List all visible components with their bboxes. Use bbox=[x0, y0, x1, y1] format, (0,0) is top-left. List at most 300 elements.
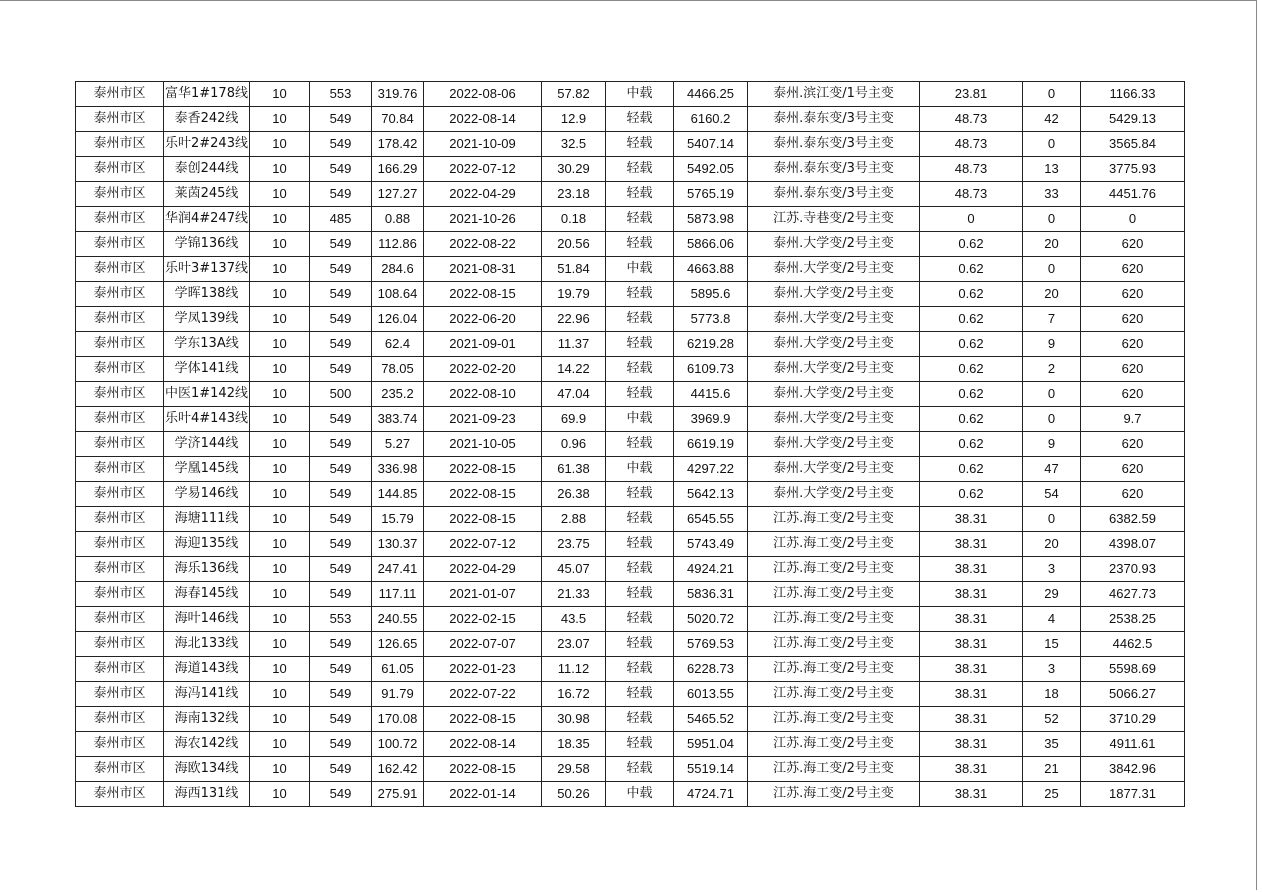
load-rate-cell: 20.56 bbox=[542, 232, 606, 257]
line-name-cell: 华润4#247线 bbox=[164, 207, 250, 232]
remaining-cell: 0 bbox=[1081, 207, 1185, 232]
substation-cell: 江苏.海工变/2号主变 bbox=[748, 757, 920, 782]
load-rate-cell: 61.38 bbox=[542, 457, 606, 482]
date-cell: 2022-08-15 bbox=[424, 707, 542, 732]
max-load-cell: 126.65 bbox=[372, 632, 424, 657]
voltage-cell: 10 bbox=[250, 432, 310, 457]
date-cell: 2022-08-14 bbox=[424, 107, 542, 132]
area-cell: 泰州市区 bbox=[76, 732, 164, 757]
remaining-cell: 620 bbox=[1081, 257, 1185, 282]
capacity-cell: 549 bbox=[310, 732, 372, 757]
date-cell: 2022-08-15 bbox=[424, 282, 542, 307]
capacity-cell: 549 bbox=[310, 757, 372, 782]
substation-rate-cell: 38.31 bbox=[920, 757, 1023, 782]
date-cell: 2022-08-14 bbox=[424, 732, 542, 757]
voltage-cell: 10 bbox=[250, 657, 310, 682]
area-cell: 泰州市区 bbox=[76, 507, 164, 532]
load-level-cell: 中载 bbox=[606, 407, 674, 432]
line-name-cell: 海西131线 bbox=[164, 782, 250, 807]
table-row bbox=[76, 657, 1185, 682]
capacity-cell: 549 bbox=[310, 332, 372, 357]
max-load-cell: 61.05 bbox=[372, 657, 424, 682]
max-load-cell: 130.37 bbox=[372, 532, 424, 557]
count-cell: 25 bbox=[1023, 782, 1081, 807]
remaining-cell: 9.7 bbox=[1081, 407, 1185, 432]
line-name-cell: 海欧134线 bbox=[164, 757, 250, 782]
load-level-cell: 轻载 bbox=[606, 607, 674, 632]
substation-rate-cell: 23.81 bbox=[920, 82, 1023, 107]
line-name-cell: 莱茵245线 bbox=[164, 182, 250, 207]
line-name-cell: 海乐136线 bbox=[164, 557, 250, 582]
max-load-cell: 117.11 bbox=[372, 582, 424, 607]
capacity-cell: 549 bbox=[310, 532, 372, 557]
load-level-cell: 轻载 bbox=[606, 482, 674, 507]
count-cell: 47 bbox=[1023, 457, 1081, 482]
voltage-cell: 10 bbox=[250, 257, 310, 282]
substation-rate-cell: 38.31 bbox=[920, 607, 1023, 632]
substation-rate-cell: 0.62 bbox=[920, 432, 1023, 457]
capacity-cell: 549 bbox=[310, 232, 372, 257]
substation-cell: 泰州.大学变/2号主变 bbox=[748, 457, 920, 482]
load-rate-cell: 57.82 bbox=[542, 82, 606, 107]
substation-rate-cell: 0.62 bbox=[920, 457, 1023, 482]
substation-rate-cell: 48.73 bbox=[920, 132, 1023, 157]
load-rate-cell: 47.04 bbox=[542, 382, 606, 407]
substation-cell: 江苏.海工变/2号主变 bbox=[748, 657, 920, 682]
load-rate-cell: 18.35 bbox=[542, 732, 606, 757]
load-rate-cell: 19.79 bbox=[542, 282, 606, 307]
substation-rate-cell: 38.31 bbox=[920, 657, 1023, 682]
substation-cell: 泰州.泰东变/3号主变 bbox=[748, 157, 920, 182]
count-cell: 0 bbox=[1023, 132, 1081, 157]
remaining-cell: 6382.59 bbox=[1081, 507, 1185, 532]
table-row bbox=[76, 432, 1185, 457]
substation-rate-cell: 48.73 bbox=[920, 157, 1023, 182]
date-cell: 2021-10-26 bbox=[424, 207, 542, 232]
capacity-cell: 549 bbox=[310, 132, 372, 157]
max-load-cell: 70.84 bbox=[372, 107, 424, 132]
count-cell: 3 bbox=[1023, 557, 1081, 582]
load-level-cell: 轻载 bbox=[606, 382, 674, 407]
substation-cell: 江苏.海工变/2号主变 bbox=[748, 707, 920, 732]
voltage-cell: 10 bbox=[250, 157, 310, 182]
voltage-cell: 10 bbox=[250, 307, 310, 332]
date-cell: 2022-08-15 bbox=[424, 482, 542, 507]
available-capacity-cell: 6228.73 bbox=[674, 657, 748, 682]
substation-cell: 泰州.大学变/2号主变 bbox=[748, 307, 920, 332]
load-level-cell: 轻载 bbox=[606, 432, 674, 457]
area-cell: 泰州市区 bbox=[76, 82, 164, 107]
voltage-cell: 10 bbox=[250, 632, 310, 657]
substation-rate-cell: 38.31 bbox=[920, 732, 1023, 757]
substation-cell: 泰州.大学变/2号主变 bbox=[748, 332, 920, 357]
substation-cell: 江苏.海工变/2号主变 bbox=[748, 507, 920, 532]
max-load-cell: 383.74 bbox=[372, 407, 424, 432]
substation-rate-cell: 48.73 bbox=[920, 107, 1023, 132]
capacity-cell: 549 bbox=[310, 632, 372, 657]
remaining-cell: 4451.76 bbox=[1081, 182, 1185, 207]
count-cell: 20 bbox=[1023, 532, 1081, 557]
area-cell: 泰州市区 bbox=[76, 457, 164, 482]
date-cell: 2022-06-20 bbox=[424, 307, 542, 332]
date-cell: 2021-09-01 bbox=[424, 332, 542, 357]
max-load-cell: 170.08 bbox=[372, 707, 424, 732]
date-cell: 2021-10-09 bbox=[424, 132, 542, 157]
date-cell: 2022-08-15 bbox=[424, 757, 542, 782]
load-level-cell: 轻载 bbox=[606, 682, 674, 707]
remaining-cell: 620 bbox=[1081, 432, 1185, 457]
count-cell: 33 bbox=[1023, 182, 1081, 207]
count-cell: 0 bbox=[1023, 382, 1081, 407]
voltage-cell: 10 bbox=[250, 132, 310, 157]
count-cell: 42 bbox=[1023, 107, 1081, 132]
capacity-cell: 549 bbox=[310, 182, 372, 207]
table-row bbox=[76, 532, 1185, 557]
table-row bbox=[76, 157, 1185, 182]
remaining-cell: 5429.13 bbox=[1081, 107, 1185, 132]
area-cell: 泰州市区 bbox=[76, 282, 164, 307]
voltage-cell: 10 bbox=[250, 782, 310, 807]
substation-rate-cell: 38.31 bbox=[920, 582, 1023, 607]
load-rate-cell: 45.07 bbox=[542, 557, 606, 582]
capacity-cell: 549 bbox=[310, 157, 372, 182]
capacity-cell: 549 bbox=[310, 257, 372, 282]
available-capacity-cell: 6219.28 bbox=[674, 332, 748, 357]
capacity-cell: 485 bbox=[310, 207, 372, 232]
load-level-cell: 中载 bbox=[606, 782, 674, 807]
date-cell: 2022-07-22 bbox=[424, 682, 542, 707]
count-cell: 9 bbox=[1023, 332, 1081, 357]
available-capacity-cell: 5743.49 bbox=[674, 532, 748, 557]
available-capacity-cell: 4724.71 bbox=[674, 782, 748, 807]
max-load-cell: 15.79 bbox=[372, 507, 424, 532]
table-row bbox=[76, 357, 1185, 382]
table-row bbox=[76, 407, 1185, 432]
available-capacity-cell: 4297.22 bbox=[674, 457, 748, 482]
table-row bbox=[76, 282, 1185, 307]
remaining-cell: 3565.84 bbox=[1081, 132, 1185, 157]
remaining-cell: 620 bbox=[1081, 482, 1185, 507]
remaining-cell: 2370.93 bbox=[1081, 557, 1185, 582]
load-rate-cell: 14.22 bbox=[542, 357, 606, 382]
substation-rate-cell: 0.62 bbox=[920, 407, 1023, 432]
remaining-cell: 4398.07 bbox=[1081, 532, 1185, 557]
load-level-cell: 轻载 bbox=[606, 157, 674, 182]
substation-cell: 泰州.泰东变/3号主变 bbox=[748, 182, 920, 207]
load-rate-cell: 51.84 bbox=[542, 257, 606, 282]
available-capacity-cell: 3969.9 bbox=[674, 407, 748, 432]
load-level-cell: 中载 bbox=[606, 257, 674, 282]
line-name-cell: 学锦136线 bbox=[164, 232, 250, 257]
area-cell: 泰州市区 bbox=[76, 232, 164, 257]
area-cell: 泰州市区 bbox=[76, 607, 164, 632]
load-rate-cell: 23.18 bbox=[542, 182, 606, 207]
table-row bbox=[76, 507, 1185, 532]
capacity-cell: 549 bbox=[310, 682, 372, 707]
count-cell: 9 bbox=[1023, 432, 1081, 457]
remaining-cell: 5066.27 bbox=[1081, 682, 1185, 707]
line-name-cell: 海道143线 bbox=[164, 657, 250, 682]
load-rate-cell: 50.26 bbox=[542, 782, 606, 807]
capacity-cell: 500 bbox=[310, 382, 372, 407]
table-row bbox=[76, 82, 1185, 107]
available-capacity-cell: 4415.6 bbox=[674, 382, 748, 407]
max-load-cell: 319.76 bbox=[372, 82, 424, 107]
substation-rate-cell: 0.62 bbox=[920, 482, 1023, 507]
capacity-cell: 549 bbox=[310, 507, 372, 532]
voltage-cell: 10 bbox=[250, 207, 310, 232]
load-rate-cell: 23.07 bbox=[542, 632, 606, 657]
count-cell: 0 bbox=[1023, 207, 1081, 232]
substation-rate-cell: 38.31 bbox=[920, 682, 1023, 707]
substation-cell: 泰州.滨江变/1号主变 bbox=[748, 82, 920, 107]
load-rate-cell: 0.96 bbox=[542, 432, 606, 457]
max-load-cell: 144.85 bbox=[372, 482, 424, 507]
area-cell: 泰州市区 bbox=[76, 157, 164, 182]
remaining-cell: 5598.69 bbox=[1081, 657, 1185, 682]
voltage-cell: 10 bbox=[250, 557, 310, 582]
line-name-cell: 乐叶3#137线 bbox=[164, 257, 250, 282]
substation-rate-cell: 38.31 bbox=[920, 557, 1023, 582]
area-cell: 泰州市区 bbox=[76, 407, 164, 432]
substation-rate-cell: 38.31 bbox=[920, 632, 1023, 657]
date-cell: 2022-07-12 bbox=[424, 157, 542, 182]
date-cell: 2022-08-15 bbox=[424, 507, 542, 532]
line-name-cell: 海叶146线 bbox=[164, 607, 250, 632]
load-level-cell: 轻载 bbox=[606, 132, 674, 157]
voltage-cell: 10 bbox=[250, 407, 310, 432]
voltage-cell: 10 bbox=[250, 82, 310, 107]
line-name-cell: 海农142线 bbox=[164, 732, 250, 757]
area-cell: 泰州市区 bbox=[76, 757, 164, 782]
load-level-cell: 轻载 bbox=[606, 107, 674, 132]
date-cell: 2021-09-23 bbox=[424, 407, 542, 432]
table-row bbox=[76, 257, 1185, 282]
table-row bbox=[76, 582, 1185, 607]
voltage-cell: 10 bbox=[250, 482, 310, 507]
available-capacity-cell: 5866.06 bbox=[674, 232, 748, 257]
capacity-cell: 553 bbox=[310, 607, 372, 632]
voltage-cell: 10 bbox=[250, 682, 310, 707]
voltage-cell: 10 bbox=[250, 107, 310, 132]
area-cell: 泰州市区 bbox=[76, 707, 164, 732]
max-load-cell: 240.55 bbox=[372, 607, 424, 632]
count-cell: 29 bbox=[1023, 582, 1081, 607]
voltage-cell: 10 bbox=[250, 607, 310, 632]
load-level-cell: 轻载 bbox=[606, 757, 674, 782]
load-level-cell: 轻载 bbox=[606, 582, 674, 607]
max-load-cell: 235.2 bbox=[372, 382, 424, 407]
load-level-cell: 轻载 bbox=[606, 232, 674, 257]
remaining-cell: 620 bbox=[1081, 232, 1185, 257]
area-cell: 泰州市区 bbox=[76, 307, 164, 332]
substation-cell: 泰州.大学变/2号主变 bbox=[748, 407, 920, 432]
load-level-cell: 轻载 bbox=[606, 532, 674, 557]
available-capacity-cell: 5020.72 bbox=[674, 607, 748, 632]
capacity-cell: 549 bbox=[310, 657, 372, 682]
substation-cell: 泰州.泰东变/3号主变 bbox=[748, 132, 920, 157]
substation-cell: 江苏.海工变/2号主变 bbox=[748, 607, 920, 632]
capacity-cell: 549 bbox=[310, 307, 372, 332]
line-name-cell: 富华1#178线 bbox=[164, 82, 250, 107]
available-capacity-cell: 6545.55 bbox=[674, 507, 748, 532]
capacity-cell: 549 bbox=[310, 782, 372, 807]
line-name-cell: 海春145线 bbox=[164, 582, 250, 607]
load-level-cell: 轻载 bbox=[606, 307, 674, 332]
max-load-cell: 247.41 bbox=[372, 557, 424, 582]
available-capacity-cell: 6160.2 bbox=[674, 107, 748, 132]
area-cell: 泰州市区 bbox=[76, 357, 164, 382]
load-level-cell: 中载 bbox=[606, 457, 674, 482]
capacity-cell: 553 bbox=[310, 82, 372, 107]
line-name-cell: 中医1#142线 bbox=[164, 382, 250, 407]
line-name-cell: 学易146线 bbox=[164, 482, 250, 507]
available-capacity-cell: 5407.14 bbox=[674, 132, 748, 157]
load-level-cell: 轻载 bbox=[606, 357, 674, 382]
count-cell: 35 bbox=[1023, 732, 1081, 757]
remaining-cell: 3775.93 bbox=[1081, 157, 1185, 182]
count-cell: 0 bbox=[1023, 82, 1081, 107]
substation-rate-cell: 0.62 bbox=[920, 307, 1023, 332]
max-load-cell: 127.27 bbox=[372, 182, 424, 207]
voltage-cell: 10 bbox=[250, 507, 310, 532]
available-capacity-cell: 5642.13 bbox=[674, 482, 748, 507]
substation-cell: 江苏.海工变/2号主变 bbox=[748, 632, 920, 657]
date-cell: 2021-01-07 bbox=[424, 582, 542, 607]
remaining-cell: 3710.29 bbox=[1081, 707, 1185, 732]
substation-rate-cell: 0.62 bbox=[920, 282, 1023, 307]
area-cell: 泰州市区 bbox=[76, 382, 164, 407]
line-name-cell: 学凤139线 bbox=[164, 307, 250, 332]
table-row bbox=[76, 232, 1185, 257]
voltage-cell: 10 bbox=[250, 357, 310, 382]
line-name-cell: 学东13A线 bbox=[164, 332, 250, 357]
substation-rate-cell: 0.62 bbox=[920, 232, 1023, 257]
date-cell: 2022-08-15 bbox=[424, 457, 542, 482]
max-load-cell: 91.79 bbox=[372, 682, 424, 707]
table-row bbox=[76, 482, 1185, 507]
substation-cell: 泰州.大学变/2号主变 bbox=[748, 257, 920, 282]
voltage-cell: 10 bbox=[250, 757, 310, 782]
load-rate-cell: 11.12 bbox=[542, 657, 606, 682]
load-rate-cell: 26.38 bbox=[542, 482, 606, 507]
voltage-cell: 10 bbox=[250, 582, 310, 607]
count-cell: 0 bbox=[1023, 407, 1081, 432]
capacity-cell: 549 bbox=[310, 557, 372, 582]
count-cell: 18 bbox=[1023, 682, 1081, 707]
substation-rate-cell: 48.73 bbox=[920, 182, 1023, 207]
line-name-cell: 乐叶4#143线 bbox=[164, 407, 250, 432]
load-rate-cell: 30.29 bbox=[542, 157, 606, 182]
remaining-cell: 2538.25 bbox=[1081, 607, 1185, 632]
line-name-cell: 学凰145线 bbox=[164, 457, 250, 482]
max-load-cell: 100.72 bbox=[372, 732, 424, 757]
area-cell: 泰州市区 bbox=[76, 132, 164, 157]
remaining-cell: 620 bbox=[1081, 382, 1185, 407]
load-rate-cell: 2.88 bbox=[542, 507, 606, 532]
capacity-cell: 549 bbox=[310, 107, 372, 132]
available-capacity-cell: 4924.21 bbox=[674, 557, 748, 582]
date-cell: 2022-07-12 bbox=[424, 532, 542, 557]
count-cell: 15 bbox=[1023, 632, 1081, 657]
table-row bbox=[76, 132, 1185, 157]
available-capacity-cell: 5765.19 bbox=[674, 182, 748, 207]
date-cell: 2022-07-07 bbox=[424, 632, 542, 657]
substation-cell: 泰州.大学变/2号主变 bbox=[748, 432, 920, 457]
area-cell: 泰州市区 bbox=[76, 257, 164, 282]
date-cell: 2022-01-23 bbox=[424, 657, 542, 682]
load-level-cell: 轻载 bbox=[606, 707, 674, 732]
voltage-cell: 10 bbox=[250, 232, 310, 257]
date-cell: 2022-08-10 bbox=[424, 382, 542, 407]
max-load-cell: 112.86 bbox=[372, 232, 424, 257]
area-cell: 泰州市区 bbox=[76, 482, 164, 507]
available-capacity-cell: 5519.14 bbox=[674, 757, 748, 782]
table-row bbox=[76, 632, 1185, 657]
substation-cell: 江苏.海工变/2号主变 bbox=[748, 582, 920, 607]
substation-rate-cell: 0.62 bbox=[920, 332, 1023, 357]
line-name-cell: 海南132线 bbox=[164, 707, 250, 732]
count-cell: 52 bbox=[1023, 707, 1081, 732]
count-cell: 20 bbox=[1023, 282, 1081, 307]
voltage-cell: 10 bbox=[250, 282, 310, 307]
table-row bbox=[76, 607, 1185, 632]
area-cell: 泰州市区 bbox=[76, 207, 164, 232]
table-row bbox=[76, 382, 1185, 407]
table-row bbox=[76, 457, 1185, 482]
remaining-cell: 620 bbox=[1081, 307, 1185, 332]
capacity-cell: 549 bbox=[310, 707, 372, 732]
area-cell: 泰州市区 bbox=[76, 582, 164, 607]
table-row bbox=[76, 732, 1185, 757]
substation-rate-cell: 38.31 bbox=[920, 782, 1023, 807]
remaining-cell: 1166.33 bbox=[1081, 82, 1185, 107]
available-capacity-cell: 5465.52 bbox=[674, 707, 748, 732]
area-cell: 泰州市区 bbox=[76, 182, 164, 207]
capacity-cell: 549 bbox=[310, 457, 372, 482]
substation-cell: 泰州.大学变/2号主变 bbox=[748, 482, 920, 507]
date-cell: 2022-08-06 bbox=[424, 82, 542, 107]
available-capacity-cell: 5836.31 bbox=[674, 582, 748, 607]
table-row bbox=[76, 332, 1185, 357]
load-rate-cell: 43.5 bbox=[542, 607, 606, 632]
area-cell: 泰州市区 bbox=[76, 107, 164, 132]
load-level-cell: 轻载 bbox=[606, 282, 674, 307]
table-row bbox=[76, 207, 1185, 232]
voltage-cell: 10 bbox=[250, 382, 310, 407]
max-load-cell: 275.91 bbox=[372, 782, 424, 807]
available-capacity-cell: 5773.8 bbox=[674, 307, 748, 332]
date-cell: 2022-08-22 bbox=[424, 232, 542, 257]
substation-rate-cell: 38.31 bbox=[920, 507, 1023, 532]
substation-rate-cell: 38.31 bbox=[920, 532, 1023, 557]
load-level-cell: 轻载 bbox=[606, 732, 674, 757]
max-load-cell: 5.27 bbox=[372, 432, 424, 457]
available-capacity-cell: 6109.73 bbox=[674, 357, 748, 382]
date-cell: 2022-02-15 bbox=[424, 607, 542, 632]
voltage-cell: 10 bbox=[250, 707, 310, 732]
remaining-cell: 3842.96 bbox=[1081, 757, 1185, 782]
table-row bbox=[76, 782, 1185, 807]
load-rate-cell: 29.58 bbox=[542, 757, 606, 782]
count-cell: 0 bbox=[1023, 507, 1081, 532]
max-load-cell: 0.88 bbox=[372, 207, 424, 232]
substation-rate-cell: 0 bbox=[920, 207, 1023, 232]
max-load-cell: 336.98 bbox=[372, 457, 424, 482]
voltage-cell: 10 bbox=[250, 532, 310, 557]
load-level-cell: 轻载 bbox=[606, 507, 674, 532]
max-load-cell: 178.42 bbox=[372, 132, 424, 157]
